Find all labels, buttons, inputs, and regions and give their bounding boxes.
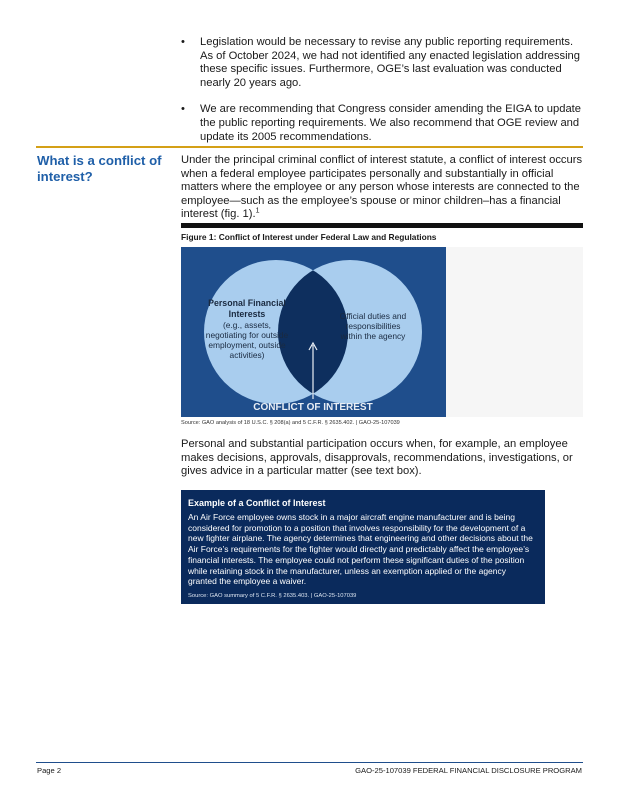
recommendation-bullets bbox=[181, 36, 583, 157]
report-identifier: GAO-25-107039 FEDERAL FINANCIAL DISCLOSURE PROGRAM bbox=[355, 766, 582, 775]
overlap-label: CONFLICT OF INTEREST bbox=[253, 402, 373, 413]
bullet-text: We are recommending that Congress consider amending the EIGA to update the public reporting requirements. We also recommend that OGE review and update its 2005 recommendations. bbox=[200, 103, 582, 143]
left-circle-title-1: Personal Financial bbox=[208, 298, 286, 308]
section-paragraph-2: Personal and substantial participation occurs when, for example, an employee makes decisions, approvals, disapprovals, recommendations, investigations, or gives advice in a particular matter (see text box). bbox=[181, 438, 573, 478]
left-circle-detail-1: (e.g., assets, bbox=[223, 320, 271, 330]
right-circle-text-3: within the agency bbox=[340, 331, 406, 341]
venn-diagram bbox=[181, 247, 583, 417]
left-circle-detail-3: employment, outside bbox=[208, 340, 286, 350]
paragraph-text: Under the principal criminal conflict of interest statute, a conflict of interest occurs when a federal employee participates personally and substantially in official matters where the employee or any person whose interests are connected to the employee—such as the employee’s spouse or minor children–has a financial interest (fig. 1). bbox=[181, 154, 583, 221]
figure-top-rule bbox=[181, 223, 583, 228]
textbox-body: An Air Force employee owns stock in a major aircraft engine manufacturer and is being considered for promotion to a position that involves responsibility for the development of a new fighter airplane. The agency determines that engineering and other decisions about the Air Force’s requirements for the fighter would directly and predictably affect the employee’s financial interests. The employee could not perform these significant duties of the position while retaining stock in the manufacturer, unless an exemption applied or the agency granted the employee a waiver. bbox=[188, 512, 533, 587]
footer-rule bbox=[36, 762, 583, 763]
right-circle-text-2: responsibilities bbox=[345, 321, 401, 331]
footnote-marker[interactable]: 1 bbox=[255, 207, 260, 215]
bullet-icon: • bbox=[181, 36, 185, 48]
bullet-item bbox=[181, 103, 583, 144]
left-circle-title-2: Interests bbox=[228, 309, 266, 319]
example-textbox bbox=[181, 490, 545, 604]
left-circle-detail-2: negotiating for outside bbox=[205, 330, 289, 340]
page-number: Page 2 bbox=[37, 766, 62, 775]
bullet-item bbox=[181, 36, 583, 90]
section-heading: What is a conflict of interest? bbox=[37, 153, 162, 184]
textbox-title: Example of a Conflict of Interest bbox=[188, 498, 326, 508]
bullet-icon: • bbox=[181, 103, 185, 116]
textbox-source: Source: GAO summary of 5 C.F.R. § 2635.403. | GAO-25-107039 bbox=[188, 592, 357, 599]
right-circle-text-1: Official duties and bbox=[339, 311, 407, 321]
section-divider bbox=[36, 146, 583, 148]
figure-frame bbox=[181, 247, 583, 417]
figure-title: Figure 1: Conflict of Interest under Federal Law and Regulations bbox=[181, 232, 437, 242]
section-paragraph-1 bbox=[181, 154, 583, 222]
bullet-text: Legislation would be necessary to revise any public reporting requirements. As of October 2024, we had not identified any enacted legislation addressing these specific issues. Furthermore, OGE’s last evaluation was conducted nearly 20 years ago. bbox=[200, 36, 581, 89]
figure-source: Source: GAO analysis of 18 U.S.C. § 208(a) and 5 C.F.R. § 2635.402. | GAO-25-107039 bbox=[181, 420, 400, 426]
left-circle-detail-4: activities) bbox=[229, 350, 265, 360]
